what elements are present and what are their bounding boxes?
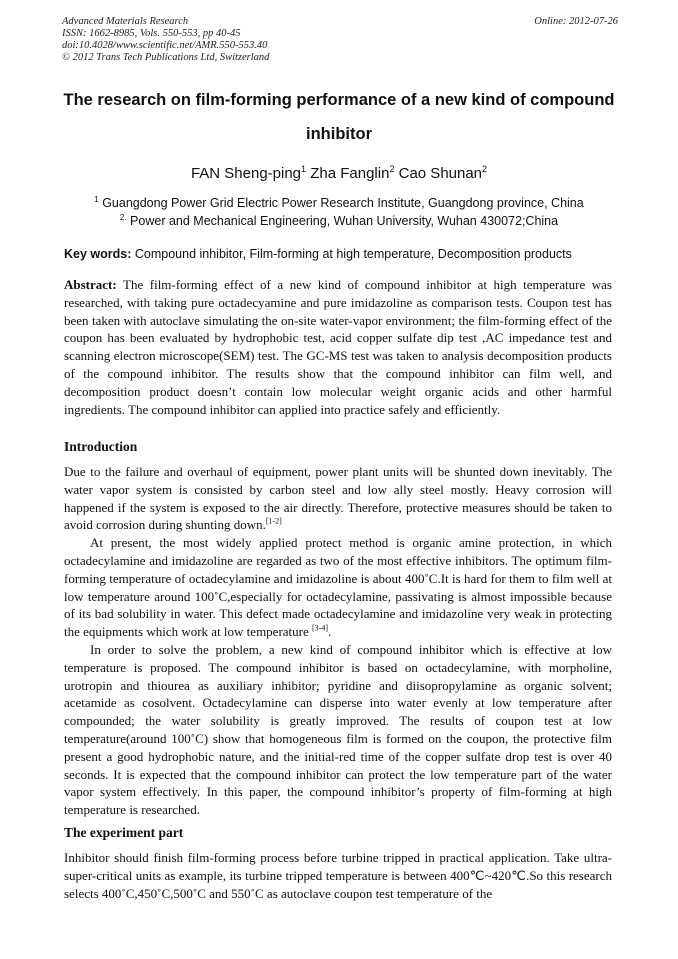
journal-header (62, 16, 618, 64)
abstract (64, 276, 612, 418)
experiment-body (64, 849, 612, 902)
affiliation-1 (0, 196, 678, 211)
paper-title-line-2: inhibitor (306, 125, 372, 143)
affiliation-2 (0, 214, 678, 229)
intro-paragraph-2-text: At present, the most widely applied protect method is organic amine protection, in which octadecylamine and imidazoline are regarded as two of the most effective inhibitors. The optimum film-forming temperature of octadecylamine and imidazoline is about 400˚C.It is hard for them to film well at low temperature around 100˚C,especially for octadecylamine, passivating is almost impossible because of its bad solubility in water. This defect made octadecylamine and imidazoline very weak in protecting the equipments which work at low temperature (64, 535, 612, 640)
introduction-heading: Introduction (64, 439, 138, 454)
introduction-body (64, 463, 612, 819)
author-name: Zha Fanglin (310, 165, 390, 182)
citation-ref: [1-2] (265, 517, 282, 527)
affiliation-mark: 2. (119, 212, 127, 222)
experiment-heading: The experiment part (64, 825, 184, 840)
intro-paragraph-1 (64, 463, 612, 534)
experiment-paragraph-1: Inhibitor should finish film-forming process before turbine tripped in practical application. Take ultra-super-critical units as example, its turbine tripped temperature is between 400℃~420℃.So this research selects 400˚C,450˚C,500˚C and 550˚C as autoclave coupon test temperature of the (64, 850, 612, 901)
author-list (0, 165, 678, 183)
online-date: Online: 2012-07-26 (534, 16, 618, 27)
issn-line: ISSN: 1662-8985, Vols. 550-553, pp 40-45 (62, 28, 241, 39)
author-name: Cao Shunan (398, 165, 483, 182)
author-name: FAN Sheng-ping (190, 165, 302, 182)
intro-paragraph-1-text: Due to the failure and overhaul of equipment, power plant units will be shunted down inevitably. The water vapor system is consisted by carbon steel and low ally steel mostly. Heavy corrosion will happened if the system is exposed to the air directly. Therefore, protective measures should be taken to avoid corrosion during shunting down. (64, 464, 612, 533)
abstract-text: The film-forming effect of a new kind of compound inhibitor at high temperature was researched, with taking pure octadecyamine and pure imidazoline as comparison tests. Coupon test has been taken with autoclave simulating the on-site water-vapor environment; the film-forming effect of the coupon has been evaluated by hydrophobic test, acid copper sulfate dip test ,AC impedance test and scanning electron microscope(SEM) test. The GC-MS test was taken to analysis decomposition products of the compound inhibitor. The results show that the compound inhibitor can film well, and decomposition product doesn’t contain low molecular weight organic acids and other harmful ingredients. The compound inhibitor can applied into practice safely and efficiently. (64, 277, 612, 417)
intro-paragraph-2 (64, 534, 612, 641)
author-affiliation-mark: 1 (301, 164, 307, 174)
intro-paragraph-3 (64, 641, 612, 819)
copyright-line: © 2012 Trans Tech Publications Ltd, Switzerland (62, 52, 270, 63)
keywords (64, 247, 624, 262)
keywords-label: Key words: (64, 247, 132, 261)
intro-paragraph-3-text: In order to solve the problem, a new kind of compound inhibitor which is effective at low temperature is proposed. The compound inhibitor is based on octadecylamine, with morpholine, urotropin and thiourea as auxiliary inhibitor; pyridine and diisopropylamine as organic solvent; acetamide as cosolvent. Octadecylamine can disperse into water evenly at low temperature after compounded; the water solubility is greatly improved. The results of coupon test at low temperature(around 100˚C) show that homogeneous film is formed on the coupon, the protective film present a good hydrophobic nature, and the initial-red time of the copper sulfate drop test is over 40 seconds. It is expected that the compound inhibitor can protect the low temperature part of the water vapor system effectively. In this paper, the compound inhibitor’s property of film-forming at high temperature is researched. (64, 641, 612, 818)
affiliation-text: Guangdong Power Grid Electric Power Research Institute, Guangdong province, China (102, 196, 584, 210)
paper-title-line-1: The research on film-forming performance of a new kind of compound (63, 91, 615, 109)
citation-ref: [3-4] (312, 623, 329, 633)
author-affiliation-mark: 2 (482, 164, 488, 174)
keywords-text: Compound inhibitor, Film-forming at high temperature, Decomposition products (134, 247, 572, 261)
affiliation-text: Power and Mechanical Engineering, Wuhan University, Wuhan 430072;China (130, 214, 559, 228)
intro-paragraph-2-end: . (328, 624, 332, 640)
affiliation-mark: 1 (94, 194, 99, 204)
abstract-label: Abstract: (64, 277, 117, 292)
doi-line: doi:10.4028/www.scientific.net/AMR.550-553.40 (62, 40, 268, 51)
journal-name: Advanced Materials Research (62, 16, 189, 27)
author-affiliation-mark: 2 (389, 164, 395, 174)
